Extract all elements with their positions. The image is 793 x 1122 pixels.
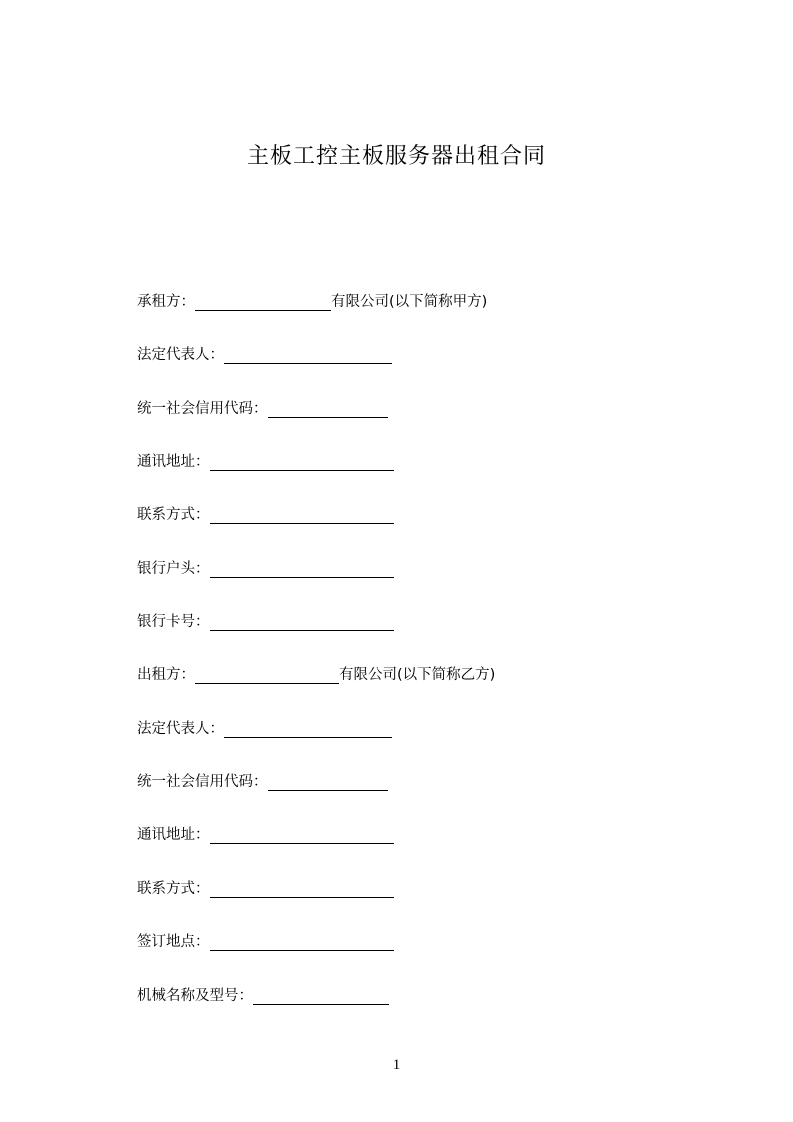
lessor-contact-field bbox=[137, 879, 394, 899]
lessee-bank-card-label: 银行卡号： bbox=[137, 614, 210, 630]
lessee-bank-card-field bbox=[137, 612, 394, 632]
lessor-legal-rep-field bbox=[137, 719, 392, 739]
lessor-legal-rep-label: 法定代表人： bbox=[137, 721, 224, 737]
lessor-credit-code-label: 统一社会信用代码： bbox=[137, 774, 268, 790]
lessor-credit-code-field bbox=[137, 772, 388, 792]
lessee-party-label: 承租方： bbox=[137, 294, 195, 310]
signing-place-label: 签订地点： bbox=[137, 934, 210, 950]
lessee-legal-rep-label: 法定代表人： bbox=[137, 347, 224, 363]
signing-place-blank bbox=[210, 934, 394, 951]
lessee-bank-account-blank bbox=[210, 561, 394, 578]
lessee-bank-account-label: 银行户头： bbox=[137, 561, 210, 577]
lessor-legal-rep-blank bbox=[224, 721, 392, 738]
lessee-legal-rep-blank bbox=[224, 347, 392, 364]
lessee-credit-code-label: 统一社会信用代码： bbox=[137, 401, 268, 417]
lessee-bank-card-blank bbox=[210, 614, 394, 631]
signing-place-field bbox=[137, 932, 394, 952]
lessor-address-blank bbox=[210, 827, 394, 844]
lessor-party-field bbox=[137, 665, 495, 685]
lessee-contact-label: 联系方式： bbox=[137, 507, 210, 523]
document-title: 主板工控主板服务器出租合同 bbox=[246, 144, 546, 169]
lessor-contact-blank bbox=[210, 881, 394, 898]
machine-model-field bbox=[137, 986, 389, 1006]
lessee-contact-blank bbox=[210, 507, 394, 524]
lessor-company-blank bbox=[195, 667, 339, 684]
lessee-contact-field bbox=[137, 505, 394, 525]
lessee-company-suffix: 有限公司(以下简称甲方) bbox=[331, 294, 488, 310]
lessor-credit-code-blank bbox=[268, 774, 388, 791]
lessee-bank-account-field bbox=[137, 559, 394, 579]
lessee-credit-code-blank bbox=[268, 401, 388, 418]
lessee-company-blank bbox=[195, 294, 331, 311]
page-number: 1 bbox=[392, 1057, 401, 1073]
lessor-company-suffix: 有限公司(以下简称乙方) bbox=[339, 667, 496, 683]
lessee-party-field bbox=[137, 292, 487, 312]
lessee-legal-rep-field bbox=[137, 345, 392, 365]
lessor-address-label: 通讯地址： bbox=[137, 827, 210, 843]
lessee-address-field bbox=[137, 452, 394, 472]
lessor-address-field bbox=[137, 825, 394, 845]
lessee-address-blank bbox=[210, 454, 394, 471]
lessee-address-label: 通讯地址： bbox=[137, 454, 210, 470]
lessor-contact-label: 联系方式： bbox=[137, 881, 210, 897]
lessor-party-label: 出租方： bbox=[137, 667, 195, 683]
machine-model-blank bbox=[253, 988, 389, 1005]
machine-model-label: 机械名称及型号： bbox=[137, 988, 253, 1004]
lessee-credit-code-field bbox=[137, 399, 388, 419]
